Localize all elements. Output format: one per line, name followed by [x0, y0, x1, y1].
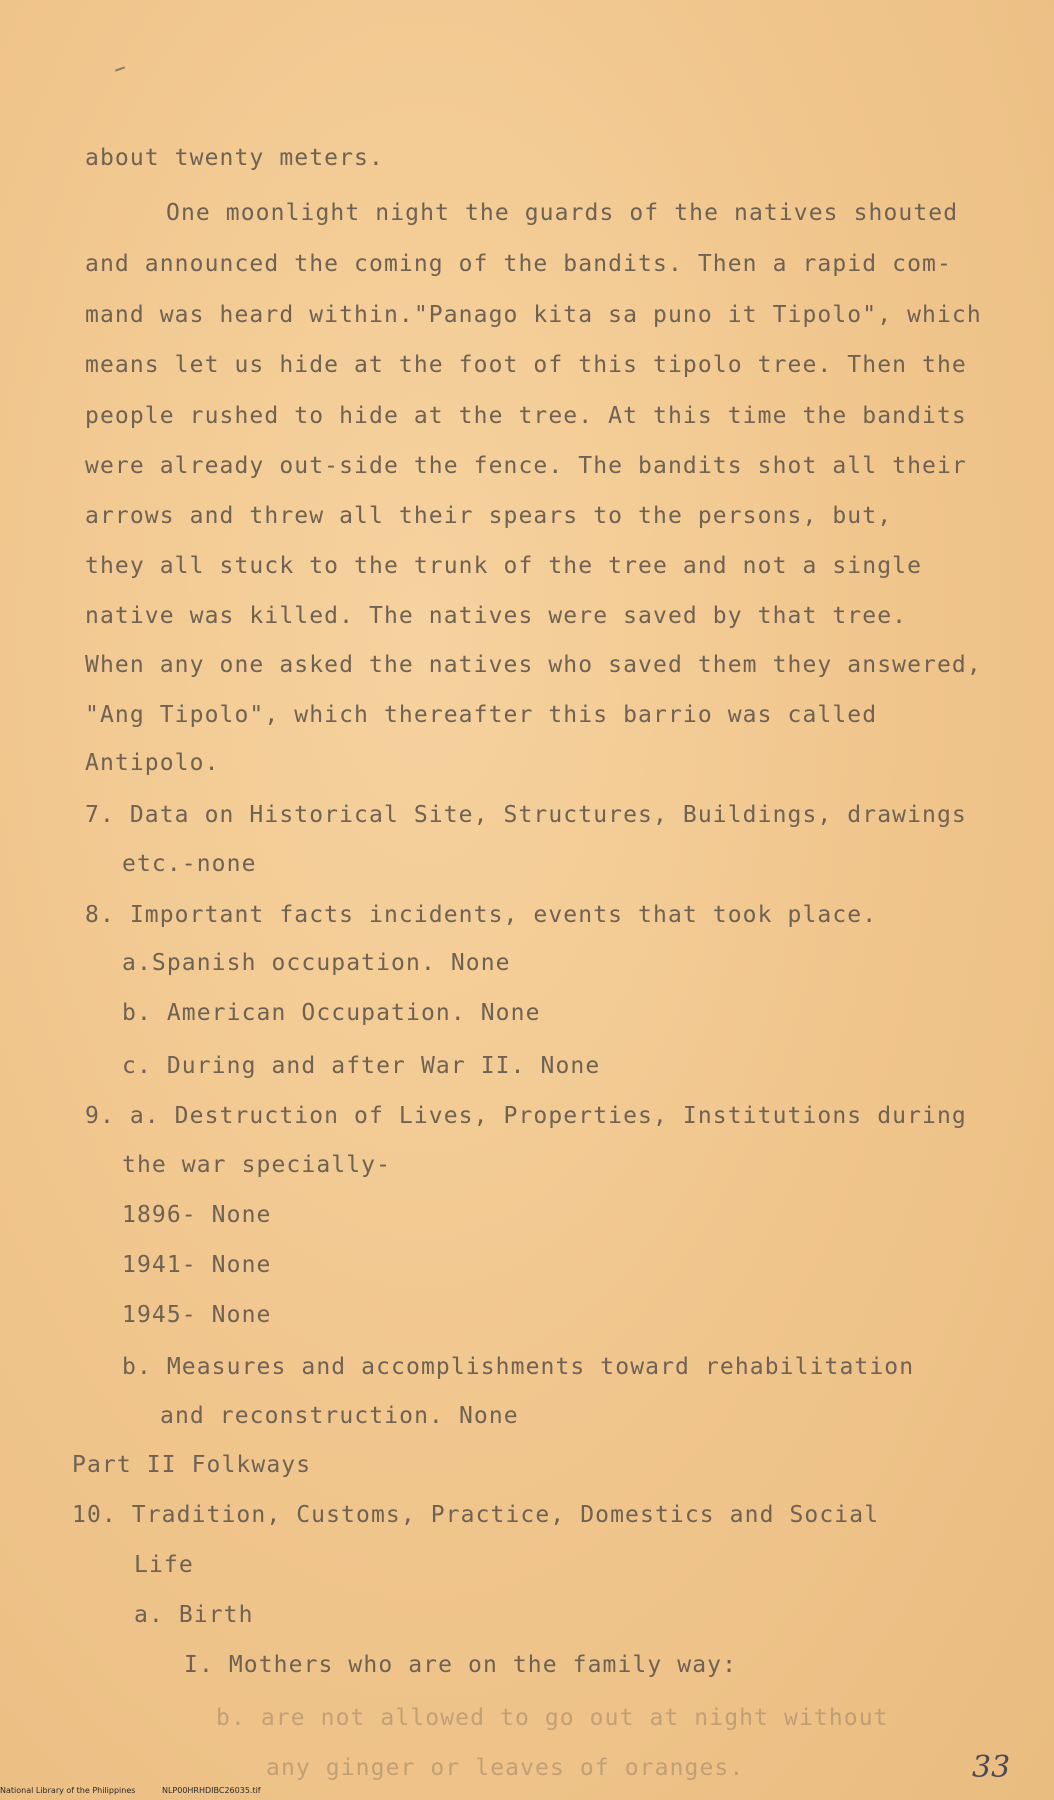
text-line: arrows and threw all their spears to the persons, but, — [85, 503, 893, 529]
text-line: they all stuck to the trunk of the tree and not a single — [85, 553, 923, 579]
text-line: c. During and after War II. None — [122, 1053, 601, 1079]
scan-footer — [0, 1786, 285, 1795]
text-line: Life — [134, 1552, 194, 1578]
text-line: any ginger or leaves of oranges. — [266, 1755, 745, 1781]
text-line: I. Mothers who are on the family way: — [184, 1652, 738, 1678]
text-line: b. are not allowed to go out at night without — [216, 1705, 889, 1731]
text-line: b. American Occupation. None — [122, 1000, 541, 1026]
text-line: a.Spanish occupation. None — [122, 950, 511, 976]
text-line: 1941- None — [122, 1252, 272, 1278]
text-line: and announced the coming of the bandits. Then a rapid com- — [85, 251, 952, 277]
text-line: When any one asked the natives who saved them they answered, — [85, 652, 982, 678]
text-line: Part II Folkways — [72, 1452, 312, 1478]
text-line: 9. a. Destruction of Lives, Properties, Institutions during — [85, 1103, 967, 1129]
text-line: One moonlight night the guards of the natives shouted — [166, 200, 959, 226]
text-line: the war specially- — [122, 1152, 392, 1178]
text-line: 1896- None — [122, 1202, 272, 1228]
text-line: 8. Important facts incidents, events that took place. — [85, 902, 878, 928]
text-line: 10. Tradition, Customs, Practice, Domestics and Social — [72, 1502, 880, 1528]
text-line: were already out-side the fence. The bandits shot all their — [85, 453, 967, 479]
text-line: 7. Data on Historical Site, Structures, Buildings, drawings — [85, 802, 967, 828]
text-line: and reconstruction. None — [160, 1403, 519, 1429]
text-line: "Ang Tipolo", which thereafter this barrio was called — [85, 702, 878, 728]
filename-label: NLP00HRHDIBC26035.tif — [161, 1786, 261, 1795]
text-line: b. Measures and accomplishments toward rehabilitation — [122, 1354, 915, 1380]
text-line: etc.-none — [122, 851, 257, 877]
text-line: people rushed to hide at the tree. At this time the bandits — [85, 403, 967, 429]
page-number: 33 — [972, 1750, 1011, 1785]
library-label: National Library of the Philippines — [0, 1786, 136, 1795]
text-line: native was killed. The natives were saved by that tree. — [85, 603, 908, 629]
text-line: mand was heard within."Panago kita sa puno it Tipolo", which — [85, 302, 982, 328]
pen-mark — [115, 66, 125, 71]
text-line: about twenty meters. — [85, 145, 384, 171]
text-line: 1945- None — [122, 1302, 272, 1328]
text-line: means let us hide at the foot of this tipolo tree. Then the — [85, 352, 967, 378]
text-line: Antipolo. — [85, 750, 220, 776]
text-line: a. Birth — [134, 1602, 254, 1628]
